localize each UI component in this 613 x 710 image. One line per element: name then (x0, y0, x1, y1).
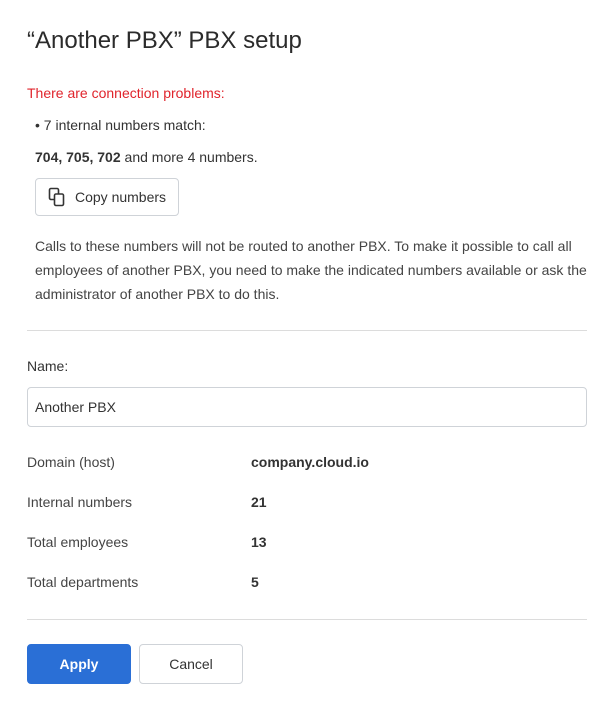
info-label: Total employees (27, 534, 129, 550)
divider (27, 619, 587, 620)
dialog-title: “Another PBX” PBX setup (27, 27, 302, 54)
copy-numbers-button[interactable] (35, 178, 179, 216)
info-row-total-employees (27, 534, 587, 554)
info-value: 21 (251, 494, 267, 510)
info-row-total-departments (27, 574, 587, 594)
apply-button[interactable]: Apply (27, 644, 131, 684)
info-row-internal-numbers (27, 494, 587, 514)
name-label: Name: (27, 358, 69, 374)
connection-problems-heading: There are connection problems: (27, 85, 225, 101)
info-value: 5 (251, 574, 259, 590)
name-input[interactable] (27, 387, 587, 427)
matching-numbers-bold: 704, 705, 702 (35, 149, 121, 165)
info-label: Total departments (27, 574, 139, 590)
info-label: Internal numbers (27, 494, 133, 510)
divider (27, 330, 587, 331)
routing-explanation: Calls to these numbers will not be routed to another PBX. To make it possible to call all employees of another PBX, you need to make the indicated numbers available or ask the administrator of another PBX to do this. (35, 238, 587, 302)
info-value: company.cloud.io (251, 454, 369, 470)
copy-numbers-label: Copy numbers (75, 189, 167, 205)
matching-numbers-bullet: • 7 internal numbers match: (35, 117, 206, 133)
info-row-domain (27, 454, 587, 474)
info-value: 13 (251, 534, 267, 550)
matching-numbers-list (35, 149, 258, 165)
copy-icon (48, 187, 66, 207)
cancel-button[interactable]: Cancel (139, 644, 243, 684)
info-label: Domain (host) (27, 454, 115, 470)
matching-numbers-rest: and more 4 numbers. (120, 149, 258, 165)
